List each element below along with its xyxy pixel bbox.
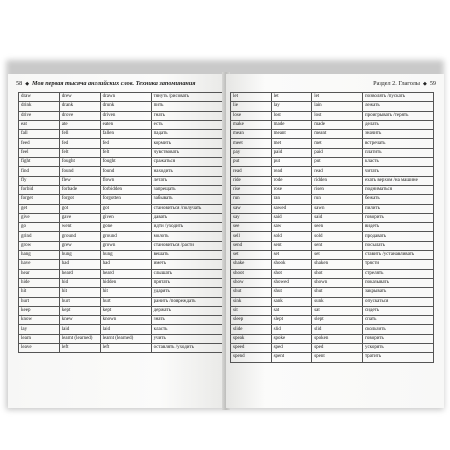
verb-past-participle: sped <box>312 344 363 353</box>
verb-past-simple: meant <box>271 130 312 139</box>
verb-infinitive: grind <box>19 232 60 241</box>
verb-past-simple: ran <box>271 195 312 204</box>
table-row <box>231 334 434 343</box>
table-row <box>231 223 434 232</box>
verb-past-participle: met <box>312 139 363 148</box>
verb-translation: гнать <box>151 111 222 120</box>
verb-infinitive: fall <box>19 130 60 139</box>
verb-infinitive: hear <box>19 269 60 278</box>
verb-infinitive: draw <box>19 93 60 102</box>
table-row <box>231 130 434 139</box>
verb-translation: находить <box>151 167 222 176</box>
verb-infinitive: make <box>231 120 272 129</box>
verb-translation: ставить /устанавливать <box>362 251 433 260</box>
table-row <box>19 148 223 157</box>
verb-translation: продавать <box>362 232 433 241</box>
verb-table-left <box>18 92 223 353</box>
verb-infinitive: pay <box>231 148 272 157</box>
verb-past-simple: let <box>271 93 312 102</box>
verb-infinitive: hit <box>19 288 60 297</box>
verb-past-simple: shook <box>271 260 312 269</box>
verb-translation: видеть <box>362 223 433 232</box>
verb-past-participle: had <box>100 260 151 269</box>
verb-translation: читать <box>362 167 433 176</box>
table-row <box>19 120 223 129</box>
verb-translation: посылать <box>362 241 433 250</box>
verb-translation: забывать <box>151 195 222 204</box>
verb-past-participle: sat <box>312 306 363 315</box>
left-page-header <box>16 80 218 87</box>
table-row <box>19 297 223 306</box>
right-page-number: 59 <box>429 80 436 87</box>
verb-past-participle: given <box>100 213 151 222</box>
verb-infinitive: learn <box>19 334 60 343</box>
verb-translation: давать <box>151 213 222 222</box>
verb-past-participle: seen <box>312 223 363 232</box>
verb-translation: летать <box>151 176 222 185</box>
verb-past-simple: spoke <box>271 334 312 343</box>
table-row <box>19 269 223 278</box>
left-page <box>8 74 226 408</box>
verb-past-participle: ridden <box>312 176 363 185</box>
verb-infinitive: shut <box>231 288 272 297</box>
verb-infinitive: fight <box>19 158 60 167</box>
verb-past-participle: meant <box>312 130 363 139</box>
table-row <box>231 204 434 213</box>
verb-infinitive: find <box>19 167 60 176</box>
verb-translation: показывать <box>362 278 433 287</box>
verb-past-simple: hid <box>59 278 100 287</box>
table-row <box>231 288 434 297</box>
verb-past-simple: slept <box>271 316 312 325</box>
table-row <box>19 232 223 241</box>
verb-past-simple: went <box>59 223 100 232</box>
verb-past-simple: grew <box>59 241 100 250</box>
verb-infinitive: speak <box>231 334 272 343</box>
verb-past-simple: fell <box>59 130 100 139</box>
verb-past-participle: kept <box>100 306 151 315</box>
verb-translation: знать <box>151 316 222 325</box>
table-row <box>231 176 434 185</box>
verb-past-simple: drew <box>59 93 100 102</box>
verb-translation: пилить <box>362 204 433 213</box>
verb-translation: кормить <box>151 139 222 148</box>
verb-past-simple: forbade <box>59 185 100 194</box>
left-page-number: 58 <box>16 80 23 87</box>
verb-past-participle: hit <box>100 288 151 297</box>
verb-translation: лежать <box>362 102 433 111</box>
verb-infinitive: spend <box>231 353 272 362</box>
verb-translation: спать <box>362 316 433 325</box>
verb-infinitive: speed <box>231 344 272 353</box>
verb-past-simple: lay <box>271 102 312 111</box>
verb-translation: значить <box>362 130 433 139</box>
verb-past-simple: flew <box>59 176 100 185</box>
verb-translation: оставлять /уходить <box>151 344 222 353</box>
verb-past-simple: hurt <box>59 297 100 306</box>
verb-past-simple: sank <box>271 297 312 306</box>
verb-infinitive: hang <box>19 251 60 260</box>
verb-past-participle: risen <box>312 185 363 194</box>
verb-past-simple: laid <box>59 325 100 334</box>
table-row <box>19 102 223 111</box>
right-page <box>226 74 444 408</box>
table-row <box>231 241 434 250</box>
verb-past-simple: met <box>271 139 312 148</box>
verb-infinitive: sell <box>231 232 272 241</box>
verb-infinitive: shake <box>231 260 272 269</box>
verb-past-simple: spent <box>271 353 312 362</box>
table-row <box>231 185 434 194</box>
verb-past-simple: felt <box>59 148 100 157</box>
table-row <box>231 260 434 269</box>
verb-past-simple: sped <box>271 344 312 353</box>
table-row <box>231 306 434 315</box>
table-row <box>231 102 434 111</box>
table-row <box>19 223 223 232</box>
verb-past-participle: grown <box>100 241 151 250</box>
table-row <box>19 195 223 204</box>
verb-past-simple: gave <box>59 213 100 222</box>
verb-past-simple: rode <box>271 176 312 185</box>
verb-translation: молоть <box>151 232 222 241</box>
verb-past-participle: learnt (learned) <box>100 334 151 343</box>
table-row <box>231 195 434 204</box>
verb-infinitive: meet <box>231 139 272 148</box>
verb-infinitive: slide <box>231 325 272 334</box>
verb-past-participle: laid <box>100 325 151 334</box>
verb-infinitive: shoot <box>231 269 272 278</box>
verb-infinitive: have <box>19 260 60 269</box>
verb-past-participle: shut <box>312 288 363 297</box>
verb-past-simple: left <box>59 344 100 353</box>
verb-translation: ускорять <box>362 344 433 353</box>
table-row <box>231 269 434 278</box>
verb-translation: позволять /пускать <box>362 93 433 102</box>
table-row <box>231 167 434 176</box>
verb-infinitive: leave <box>19 344 60 353</box>
verb-past-participle: heard <box>100 269 151 278</box>
verb-past-participle: said <box>312 213 363 222</box>
verb-translation: проигрывать /терять <box>362 111 433 120</box>
table-row <box>19 306 223 315</box>
verb-past-participle: eaten <box>100 120 151 129</box>
verb-past-simple: kept <box>59 306 100 315</box>
verb-translation: говорить <box>362 334 433 343</box>
verb-past-participle: fed <box>100 139 151 148</box>
verb-translation: слышать <box>151 269 222 278</box>
verb-infinitive: saw <box>231 204 272 213</box>
verb-past-participle: shot <box>312 269 363 278</box>
verb-translation: класть <box>362 158 433 167</box>
verb-past-participle: made <box>312 120 363 129</box>
verb-past-participle: ground <box>100 232 151 241</box>
book-title: Моя первая тысяча английских слов. Техника запоминания <box>32 80 196 87</box>
verb-past-simple: saw <box>271 223 312 232</box>
verb-past-simple: forgot <box>59 195 100 204</box>
verb-infinitive: feel <box>19 148 60 157</box>
verb-infinitive: rise <box>231 185 272 194</box>
verb-past-simple: hung <box>59 251 100 260</box>
verb-translation: встречать <box>362 139 433 148</box>
verb-past-simple: knew <box>59 316 100 325</box>
table-row <box>19 176 223 185</box>
verb-past-simple: shot <box>271 269 312 278</box>
verb-past-participle: spent <box>312 353 363 362</box>
verb-past-participle: sawn <box>312 204 363 213</box>
verb-infinitive: hurt <box>19 297 60 306</box>
table-row <box>19 158 223 167</box>
verb-translation: становиться /получать <box>151 204 222 213</box>
verb-past-participle: drawn <box>100 93 151 102</box>
table-row <box>231 297 434 306</box>
verb-past-simple: sat <box>271 306 312 315</box>
verb-past-participle: hurt <box>100 297 151 306</box>
verb-past-participle: sold <box>312 232 363 241</box>
verb-infinitive: forbid <box>19 185 60 194</box>
verb-past-simple: set <box>271 251 312 260</box>
table-row <box>19 111 223 120</box>
verb-past-participle: forgotten <box>100 195 151 204</box>
verb-infinitive: set <box>231 251 272 260</box>
verb-infinitive: sleep <box>231 316 272 325</box>
verb-translation: пить <box>151 102 222 111</box>
verb-past-simple: sawed <box>271 204 312 213</box>
verb-past-simple: hit <box>59 288 100 297</box>
table-row <box>19 139 223 148</box>
table-row <box>231 111 434 120</box>
table-row <box>19 130 223 139</box>
table-row <box>19 93 223 102</box>
verb-translation: платить <box>362 148 433 157</box>
verb-past-participle: known <box>100 316 151 325</box>
verb-translation: бежать <box>362 195 433 204</box>
verb-past-participle: lain <box>312 102 363 111</box>
table-row <box>231 353 434 362</box>
verb-translation: опускаться <box>362 297 433 306</box>
verb-infinitive: drive <box>19 111 60 120</box>
verb-infinitive: know <box>19 316 60 325</box>
verb-translation: прятать <box>151 278 222 287</box>
verb-translation: сидеть <box>362 306 433 315</box>
table-row <box>231 158 434 167</box>
table-row <box>19 278 223 287</box>
verb-past-participle: let <box>312 93 363 102</box>
verb-past-participle: felt <box>100 148 151 157</box>
verb-past-participle: driven <box>100 111 151 120</box>
verb-translation: тратить <box>362 353 433 362</box>
verb-translation: учить <box>151 334 222 343</box>
table-row <box>19 316 223 325</box>
verb-past-participle: fought <box>100 158 151 167</box>
verb-infinitive: hide <box>19 278 60 287</box>
verb-past-participle: read <box>312 167 363 176</box>
verb-infinitive: let <box>231 93 272 102</box>
verb-infinitive: sink <box>231 297 272 306</box>
verb-past-simple: paid <box>271 148 312 157</box>
verb-past-participle: hung <box>100 251 151 260</box>
verb-translation: ударять <box>151 288 222 297</box>
verb-infinitive: see <box>231 223 272 232</box>
verb-infinitive: send <box>231 241 272 250</box>
table-row <box>19 334 223 343</box>
table-row <box>19 167 223 176</box>
verb-translation: говорить <box>362 213 433 222</box>
verb-infinitive: forget <box>19 195 60 204</box>
verb-past-participle: hidden <box>100 278 151 287</box>
verb-past-simple: showed <box>271 278 312 287</box>
verb-past-participle: fallen <box>100 130 151 139</box>
verb-translation: скользить <box>362 325 433 334</box>
verb-past-participle: gone <box>100 223 151 232</box>
verb-past-simple: had <box>59 260 100 269</box>
verb-translation: делать <box>362 120 433 129</box>
verb-past-participle: put <box>312 158 363 167</box>
verb-past-simple: slid <box>271 325 312 334</box>
verb-infinitive: lay <box>19 325 60 334</box>
verb-past-participle: shown <box>312 278 363 287</box>
verb-infinitive: run <box>231 195 272 204</box>
table-row <box>231 325 434 334</box>
verb-past-simple: lost <box>271 111 312 120</box>
verb-past-simple: shut <box>271 288 312 297</box>
verb-infinitive: mean <box>231 130 272 139</box>
verb-infinitive: say <box>231 213 272 222</box>
table-row <box>19 241 223 250</box>
table-row <box>19 344 223 353</box>
verb-infinitive: drink <box>19 102 60 111</box>
verb-infinitive: lose <box>231 111 272 120</box>
verb-infinitive: show <box>231 278 272 287</box>
verb-translation: трясти <box>362 260 433 269</box>
verb-infinitive: feed <box>19 139 60 148</box>
table-row <box>231 278 434 287</box>
verb-infinitive: keep <box>19 306 60 315</box>
header-separator: ◆ <box>25 81 30 87</box>
verb-past-simple: made <box>271 120 312 129</box>
table-row <box>231 213 434 222</box>
verb-past-participle: found <box>100 167 151 176</box>
table-row <box>231 120 434 129</box>
verb-past-participle: forbidden <box>100 185 151 194</box>
verb-table-right <box>230 92 434 363</box>
table-row <box>19 288 223 297</box>
verb-past-simple: drove <box>59 111 100 120</box>
verb-past-simple: said <box>271 213 312 222</box>
verb-translation: держать <box>151 306 222 315</box>
verb-past-simple: ate <box>59 120 100 129</box>
section-title: Раздел 2. Глаголы <box>373 80 420 87</box>
header-separator: ◆ <box>422 81 427 87</box>
table-row <box>231 148 434 157</box>
verb-past-participle: slept <box>312 316 363 325</box>
verb-past-participle: sent <box>312 241 363 250</box>
verb-infinitive: grow <box>19 241 60 250</box>
verb-translation: ехать верхом /на машине <box>362 176 433 185</box>
verb-past-participle: left <box>100 344 151 353</box>
verb-translation: подниматься <box>362 185 433 194</box>
verb-past-simple: got <box>59 204 100 213</box>
verb-past-simple: fed <box>59 139 100 148</box>
verb-past-participle: got <box>100 204 151 213</box>
verb-translation: идти /уходить <box>151 223 222 232</box>
verb-infinitive: eat <box>19 120 60 129</box>
verb-past-simple: rose <box>271 185 312 194</box>
verb-infinitive: fly <box>19 176 60 185</box>
verb-past-simple: drank <box>59 102 100 111</box>
verb-translation: падать <box>151 130 222 139</box>
verb-infinitive: put <box>231 158 272 167</box>
verb-translation: чувствовать <box>151 148 222 157</box>
verb-infinitive: ride <box>231 176 272 185</box>
verb-past-simple: sold <box>271 232 312 241</box>
table-row <box>231 344 434 353</box>
table-row <box>231 139 434 148</box>
table-row <box>19 251 223 260</box>
verb-translation: иметь <box>151 260 222 269</box>
verb-translation: есть <box>151 120 222 129</box>
table-row <box>231 316 434 325</box>
table-row <box>231 251 434 260</box>
verb-past-participle: shaken <box>312 260 363 269</box>
verb-past-simple: sent <box>271 241 312 250</box>
verb-past-simple: heard <box>59 269 100 278</box>
verb-infinitive: go <box>19 223 60 232</box>
verb-past-simple: found <box>59 167 100 176</box>
verb-past-participle: spoken <box>312 334 363 343</box>
verb-translation: вешать <box>151 251 222 260</box>
verb-past-simple: fought <box>59 158 100 167</box>
verb-translation: запрещать <box>151 185 222 194</box>
verb-translation: тянуть /рисовать <box>151 93 222 102</box>
verb-translation: стрелять <box>362 269 433 278</box>
verb-past-simple: learnt (learned) <box>59 334 100 343</box>
right-page-header <box>234 80 436 87</box>
table-row <box>19 204 223 213</box>
verb-past-simple: read <box>271 167 312 176</box>
verb-infinitive: sit <box>231 306 272 315</box>
verb-past-participle: drunk <box>100 102 151 111</box>
verb-infinitive: give <box>19 213 60 222</box>
verb-past-participle: paid <box>312 148 363 157</box>
verb-past-participle: lost <box>312 111 363 120</box>
table-row <box>19 185 223 194</box>
table-row <box>19 260 223 269</box>
verb-infinitive: get <box>19 204 60 213</box>
verb-infinitive: lie <box>231 102 272 111</box>
verb-translation: сражаться <box>151 158 222 167</box>
table-row <box>19 325 223 334</box>
verb-past-participle: sunk <box>312 297 363 306</box>
table-row <box>231 232 434 241</box>
verb-past-participle: flown <box>100 176 151 185</box>
verb-translation: становиться /расти <box>151 241 222 250</box>
verb-translation: закрывать <box>362 288 433 297</box>
verb-past-participle: run <box>312 195 363 204</box>
verb-translation: класть <box>151 325 222 334</box>
verb-translation: ранить /повреждать <box>151 297 222 306</box>
table-row <box>231 93 434 102</box>
verb-past-participle: slid <box>312 325 363 334</box>
table-row <box>19 213 223 222</box>
verb-infinitive: read <box>231 167 272 176</box>
verb-past-simple: ground <box>59 232 100 241</box>
verb-past-participle: set <box>312 251 363 260</box>
verb-past-simple: put <box>271 158 312 167</box>
